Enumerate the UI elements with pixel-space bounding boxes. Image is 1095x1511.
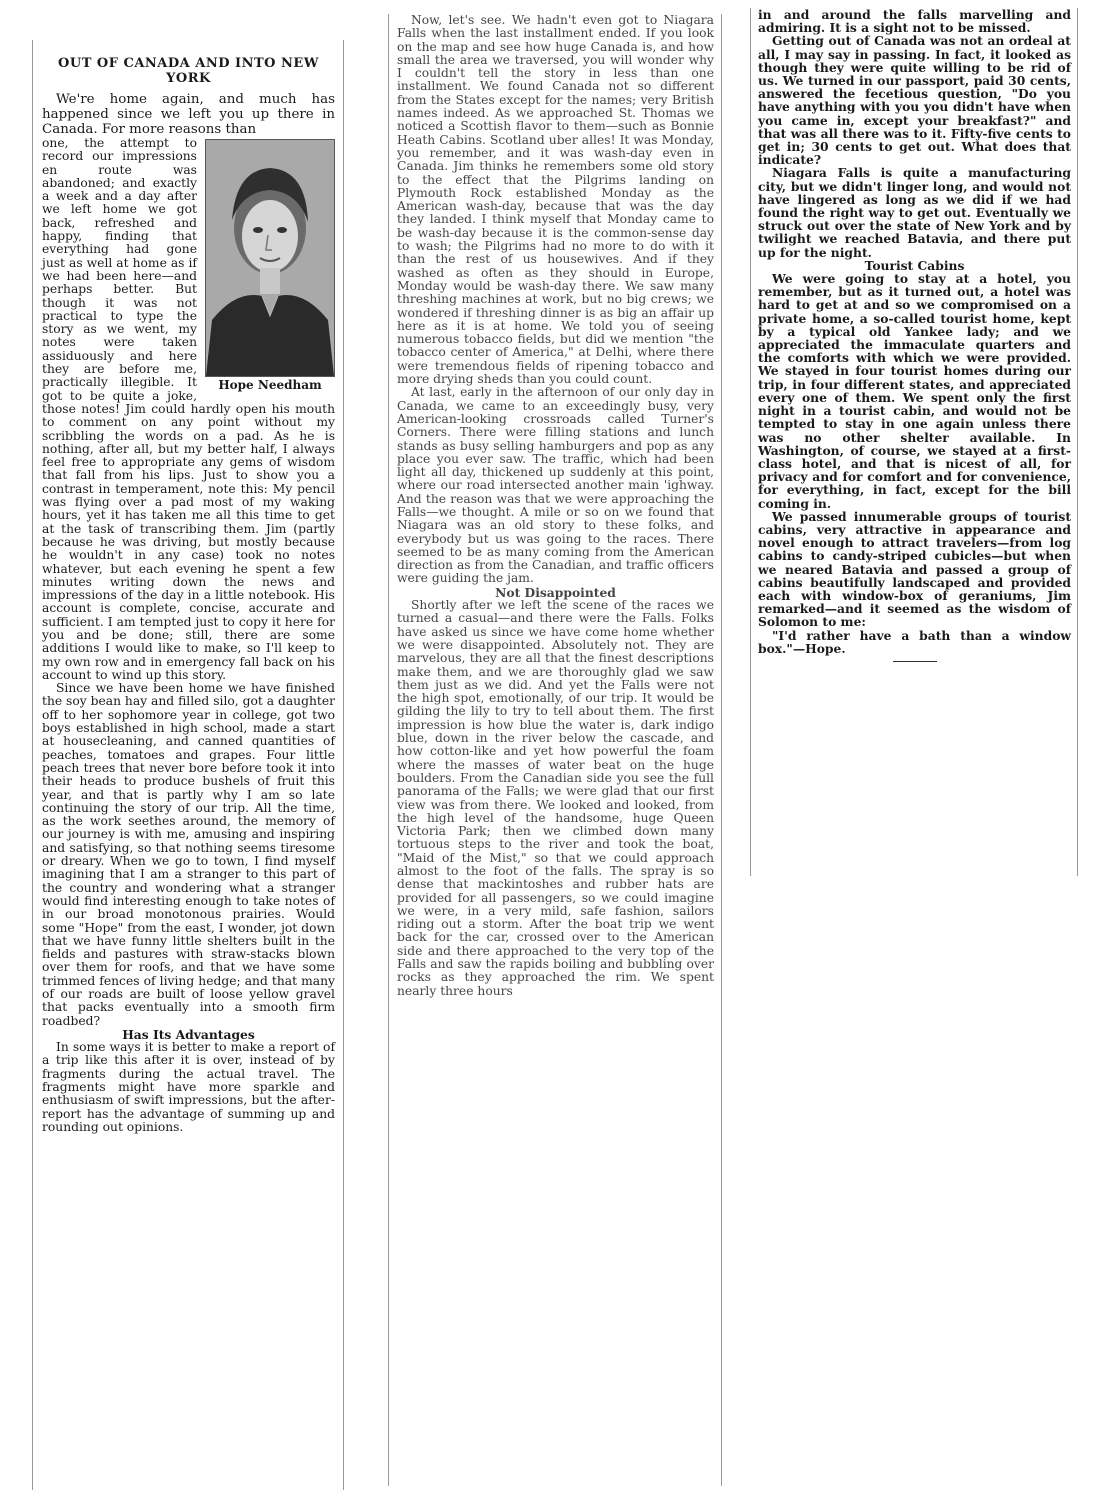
- col3-paragraph-1: in and around the falls marvelling and admiring. It is a sight not to be missed.: [758, 8, 1071, 36]
- col2-paragraph-2: At last, early in the afternoon of our only day in Canada, we came to an exceedingly busy, very American-looking crossroads called Turner's Corners. There were filling stations and lunch stands as busy selling hamburgers and pop as any place you ever saw. The traffic, which had been light all day, thickened up suddenly at this point, where our road intersected another main 'ighway. And the reason was that we were approaching the Falls—we thought. A mile or so on we found that Niagara was an old story to these folks, and everybody but us was going to the races. There seemed to be as many coming from the American direction as from the Canadian, and traffic officers were guiding the jam.: [397, 385, 714, 586]
- col1-paragraph-1: one, the attempt to record our impressions en route was abandoned; and exactly a week and a day after we left home we got back, refreshed and happy, finding that everything had gone just as well at home as if we had been here—and perhaps better. But though it was not practical to type the story as we went, my notes were taken assiduously and here they are before me, practically illegible. It got to be quite a joke, those notes! Jim could hardly open his mouth to comment on any point without my scribbling the words on a pad. As he is nothing, after all, but my better half, I always feel free to appropriate any gems of wisdom that fall from his lips. Just to show you a contrast in temperament, note this: My pencil was flying over a pad most of my waking hours, yet it has taken me all this time to get at the task of transcribing them. Jim (partly because he was driving, but mostly because he wouldn't in any case) took no notes whatever, but each evening he spent a few minutes writing down the news and impressions of the day in a little notebook. His account is complete, concise, accurate and sufficient. I am tempted just to copy it here for you and be done; still, there are some additions I would like to make, so I'll keep to my own row and in emergency fall back on his account to wind up this story.: [42, 136, 335, 682]
- article-headline: OUT OF CANADA AND INTO NEW YORK: [58, 56, 319, 86]
- col2-paragraph-1: Now, let's see. We hadn't even got to Niagara Falls when the last installment ended. If you look on the map and see how huge Canada is, and how small the area we traversed, you will wonder why I couldn't tell the story in less than one installment. We found Canada not so different from the States except for the names; very British names indeed. As we approached St. Thomas we noticed a Scottish flavor to them—such as Bonnie Heath Cabins. Scotland uber alles! It was Monday, you remember, and it was wash-day even in Canada. Jim thinks he remembers some old story to the effect that the Pilgrims landing on Plymouth Rock established Monday as the American wash-day, because that was the day they landed. I think myself that Monday came to be wash-day because it is the common-sense day to wash; the Pilgrims had no more to do with it than the rest of us housewives. And if they washed as often as they should in Europe, Monday would be wash-day there. We saw many threshing machines at work, but no big crews; we wondered if threshing dinner is as big an affair up here as it is at home. We told you of seeing numerous tobacco fields, but did we mention "the tobacco center of America," at Delhi, where there were tremendous fields of ripening tobacco and more drying sheds than you could count.: [397, 14, 714, 387]
- article-lead: We're home again, and much has happened since we left you up there in Canada. For more reasons than: [42, 92, 335, 137]
- article-column-2: [388, 14, 722, 1486]
- article-column-3: [750, 8, 1078, 876]
- col2-paragraph-3: Shortly after we left the scene of the races we turned a casual—and there were the Falls. Folks have asked us since we have come home whether we were disappointed. Absolutely not. They are marvelous, they are all that the finest descriptions make them, and we are thoroughly glad we saw them just as we did. And yet the Falls were not the high spot, emotionally, of our trip. It would be gilding the lily to try to tell about them. The first impression is how blue the water is, dark indigo blue, down in the river below the cascade, and how cotton-like and yet how powerful the foam where the masses of water beat on the huge boulders. From the Canadian side you see the full panorama of the Falls; we were glad that our first view was from there. We looked and looked, from the high level of the handsome, huge Queen Victoria Park; then we climbed down many tortuous steps to the river and took the boat, "Maid of the Mist," so that we could approach almost to the foot of the falls. The spray is so dense that mackintoshes and rubber hats are provided for all passengers, so we could imagine we were, in a very mild, safe fashion, sailors riding out a storm. After the boat trip we went back for the car, crossed over to the American side and there approached to the very top of the Falls and saw the rapids boiling and bubbling over rocks as they approached the rim. We spent nearly three hours: [397, 598, 714, 998]
- col3-paragraph-3: Niagara Falls is quite a manufacturing city, but we didn't linger long, and would not have lingered as long as we did if we had found the right way to get out. Eventually we struck out over the state of New York and by twilight we reached Batavia, and there put up for the night.: [758, 165, 1071, 260]
- author-photo: [205, 139, 335, 392]
- col1-paragraph-3: In some ways it is better to make a report of a trip like this after it is over, instead of by fragments during the actual travel. The fragments might have more sparkle and enthusiasm of swift impressions, but the after-report has the advantage of summing up and rounding out opinions.: [42, 1040, 335, 1134]
- photo-caption: Hope Needham: [218, 378, 322, 392]
- col3-paragraph-5: We passed innumerable groups of tourist cabins, very attractive in appearance and novel enough to attract travelers—from log cabins to candy-striped cubicles—but when we neared Batavia and passed a group of cabins beautifully landscaped and provided each with window-box of geraniums, Jim remarked—and it seemed as the wisdom of Solomon to me:: [758, 508, 1071, 630]
- col3-paragraph-4: We were going to stay at a hotel, you remember, but as it turned out, a hotel was hard to get at and so we compromised on a private home, a so-called tourist home, kept by a typical old Yankee lady; and we appreciated the immaculate quarters and the comforts with which we were provided. We stayed in four tourist homes during our trip, in four different states, and appreciated every one of them. We spent only the first night in a tourist cabin, and would not be tempted to stay in one again unless there was no other shelter available. In Washington, of course, we stayed at a first-class hotel, and that is nicest of all, for privacy and for comfort and for convenience, for everything, in fact, except for the bill coming in.: [758, 271, 1071, 511]
- article-column-1: [32, 40, 344, 1490]
- col3-paragraph-2: Getting out of Canada was not an ordeal at all, I may say in passing. In fact, it looked as though they were quite willing to be rid of us. We turned in our passport, paid 30 cents, answered the fecetious question, "Do you have anything with you you didn't have when you came in, except your breakfast?" and that was all there was to it. Fifty-five cents to get in; 30 cents to get out. What does that indicate?: [758, 33, 1071, 168]
- subhead-tourist-cabins: Tourist Cabins: [864, 257, 965, 273]
- col3-paragraph-6: "I'd rather have a bath than a window box."—Hope.: [758, 627, 1071, 656]
- end-rule: [893, 661, 937, 662]
- portrait-image: [205, 139, 335, 377]
- subhead-has-its-advantages: Has Its Advantages: [122, 1026, 255, 1042]
- col1-paragraph-2: Since we have been home we have finished the soy bean hay and filled silo, got a daughter off to her sophomore year in college, got two boys established in high school, made a start at housecleaning, and canned quantities of peaches, tomatoes and grapes. Four little peach trees that never bore before took it into their heads to produce bushels of fruit this year, and that is partly why I am so late continuing the story of our trip. All the time, as the work seethes around, the memory of our journey is with me, amusing and inspiring and satisfying, so that nothing seems tiresome or dreary. When we go to town, I find myself imagining that I am a stranger to this part of the country and wondering what a stranger would find interesting enough to take notes of in our broad monotonous prairies. Would some "Hope" from the east, I wonder, jot down that we have funny little shelters built in the fields and pastures with straw-stacks blown over them for roofs, and that we have some trimmed fences of living hedge; and that many of our roads are built of loose yellow gravel that packs eventually into a smooth firm roadbed?: [42, 681, 335, 1028]
- subhead-not-disappointed: Not Disappointed: [495, 584, 616, 600]
